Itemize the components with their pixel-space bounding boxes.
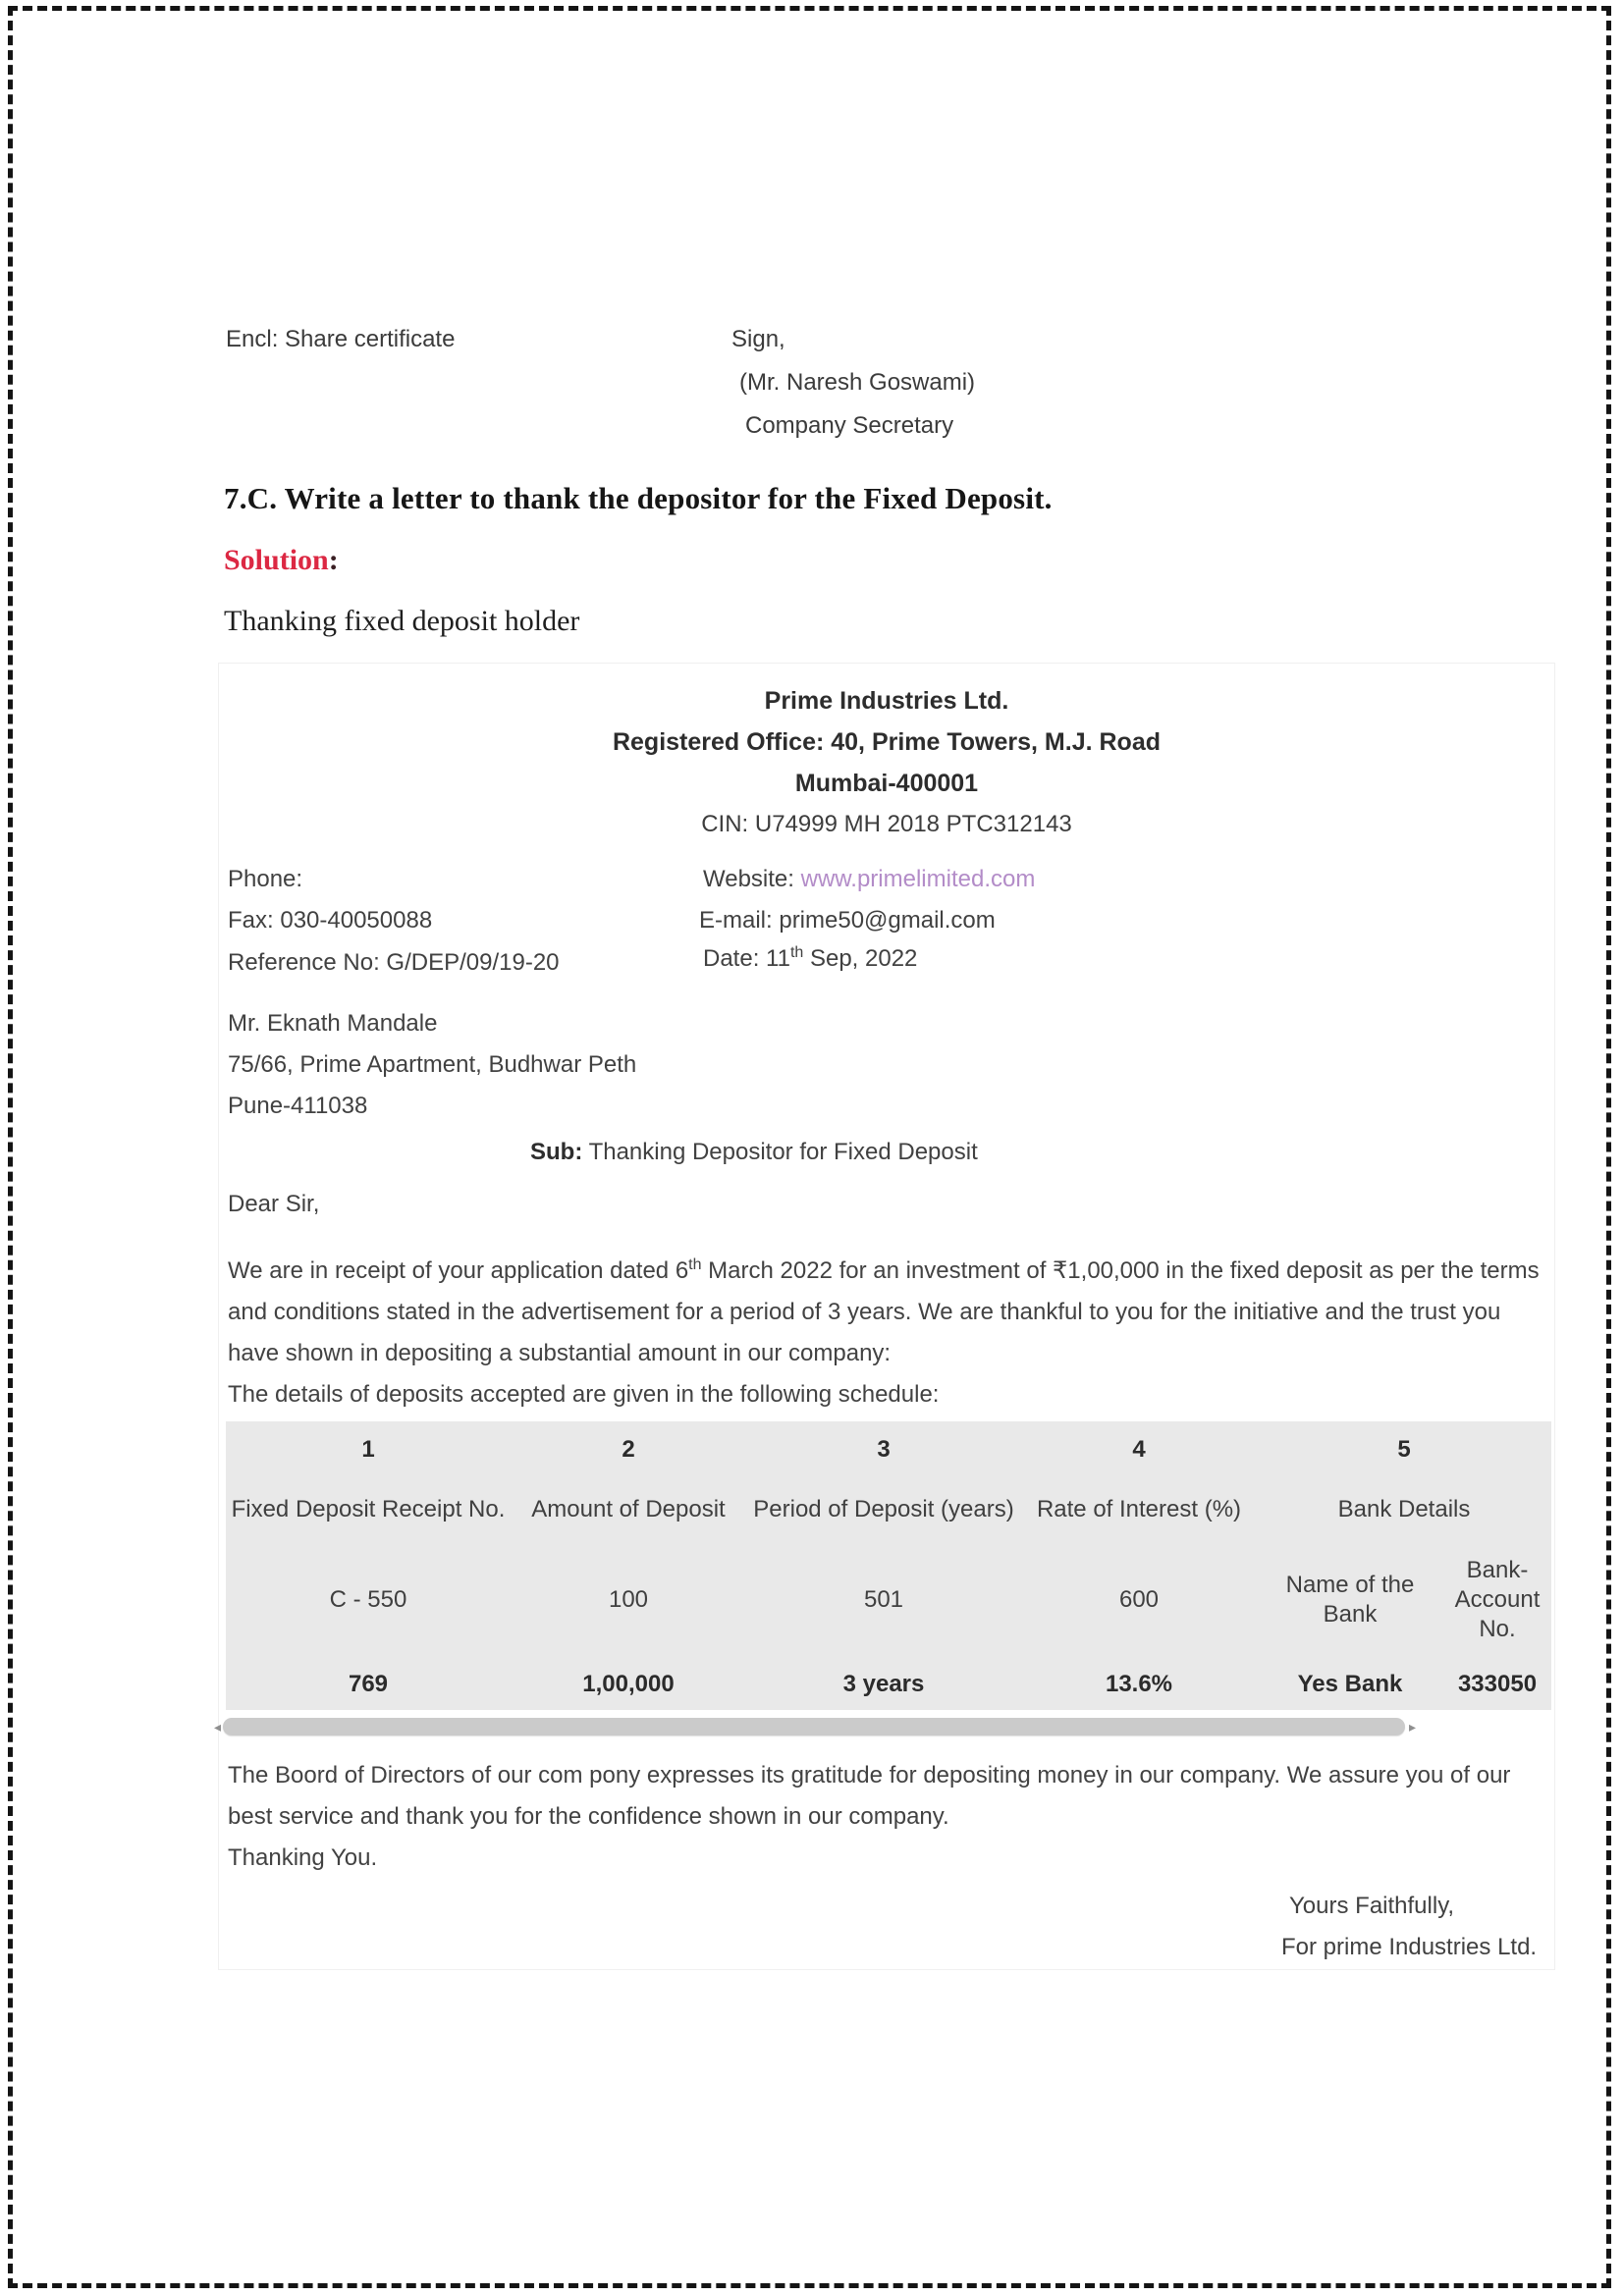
website-label: Website: bbox=[703, 866, 801, 892]
row2-rate: 13.6% bbox=[1105, 1671, 1173, 1697]
subject-line bbox=[530, 1139, 978, 1166]
scrollbar-thumb[interactable] bbox=[223, 1718, 1405, 1735]
col-number-2: 2 bbox=[622, 1435, 635, 1463]
company-city: Mumbai-400001 bbox=[794, 770, 979, 797]
body-ordinal-suffix: th bbox=[688, 1256, 702, 1273]
row1-receipt-no: C - 550 bbox=[329, 1586, 407, 1613]
subheader-bank-account: Bank- Account No. bbox=[1454, 1557, 1541, 1642]
col-number-3: 3 bbox=[877, 1435, 891, 1463]
signature-block bbox=[731, 326, 975, 440]
valediction: Yours Faithfully, bbox=[1289, 1893, 1455, 1919]
col-number-1: 1 bbox=[361, 1435, 375, 1463]
row2-account-no: 333050 bbox=[1457, 1671, 1538, 1697]
header-bank-details: Bank Details bbox=[1337, 1495, 1471, 1522]
row1-period: 501 bbox=[863, 1586, 904, 1613]
company-cin: CIN: U74999 MH 2018 PTC312143 bbox=[701, 811, 1072, 837]
scrollbar-left-arrow-icon[interactable]: ◂ bbox=[214, 1719, 222, 1735]
closing-block bbox=[228, 1755, 1555, 1879]
solution-word: Solution bbox=[224, 544, 329, 576]
solution-colon: : bbox=[328, 544, 339, 576]
subheader-bank-name: Name of the Bank bbox=[1285, 1572, 1415, 1628]
body-paragraph-2: The details of deposits accepted are given in the following schedule: bbox=[228, 1381, 940, 1408]
scrollbar-right-arrow-icon[interactable]: ▸ bbox=[1409, 1719, 1417, 1735]
registered-office: Registered Office: 40, Prime Towers, M.J. Road bbox=[612, 728, 1162, 756]
header-amount: Amount of Deposit bbox=[531, 1495, 726, 1522]
letter-body bbox=[228, 1245, 1555, 1415]
recipient-street: 75/66, Prime Apartment, Budhwar Peth bbox=[228, 1051, 637, 1078]
col-number-4: 4 bbox=[1132, 1435, 1146, 1463]
for-company-line: For prime Industries Ltd. bbox=[1281, 1934, 1538, 1960]
body-paragraph-1: We are in receipt of your application dated 6th March 2022 for an investment of ₹1,00,000 in the fixed deposit as per the terms and conditions stated in the advertisement for a period of 3 years. We are thankful to you for the initiative and the trust you have shown in depositing a substantial amount in our company: bbox=[228, 1256, 1540, 1366]
recipient-name: Mr. Eknath Mandale bbox=[228, 1010, 438, 1037]
date-ordinal-suffix: th bbox=[789, 944, 804, 961]
solution-intro: Thanking fixed deposit holder bbox=[224, 605, 580, 637]
recipient-city: Pune-411038 bbox=[228, 1093, 368, 1119]
thanking-line: Thanking You. bbox=[228, 1844, 378, 1871]
row1-amount: 100 bbox=[608, 1586, 649, 1613]
row1-rate: 600 bbox=[1118, 1586, 1160, 1613]
company-name: Prime Industries Ltd. bbox=[764, 687, 1009, 715]
subject-label: Sub: bbox=[530, 1139, 583, 1165]
salutation: Dear Sir, bbox=[228, 1191, 320, 1217]
enclosure-note: Encl: Share certificate bbox=[226, 326, 456, 352]
subject-text: Thanking Depositor for Fixed Deposit bbox=[582, 1139, 978, 1165]
solution-label bbox=[224, 544, 339, 577]
question-heading: 7.C. Write a letter to thank the depositor for the Fixed Deposit. bbox=[224, 481, 1053, 515]
header-period: Period of Deposit (years) bbox=[753, 1495, 1014, 1522]
fax-line: Fax: 030-40050088 bbox=[228, 907, 433, 934]
row2-bank-name: Yes Bank bbox=[1297, 1671, 1403, 1697]
row2-receipt-no: 769 bbox=[348, 1671, 389, 1697]
header-rate: Rate of Interest (%) bbox=[1036, 1495, 1242, 1522]
phone-line: Phone: bbox=[228, 866, 303, 892]
recipient-address bbox=[228, 1003, 636, 1127]
col-number-5: 5 bbox=[1397, 1435, 1411, 1463]
closing-paragraph: The Boord of Directors of our com pony expresses its gratitude for depositing money in our company. We assure you of our best service and thank you for the confidence shown in our company. bbox=[228, 1762, 1511, 1830]
date-line: Date: 11th Sep, 2022 bbox=[703, 944, 918, 972]
email-line: E-mail: prime50@gmail.com bbox=[699, 907, 996, 934]
row2-period: 3 years bbox=[842, 1671, 925, 1697]
row2-amount: 1,00,000 bbox=[582, 1671, 675, 1697]
website-link[interactable]: www.primelimited.com bbox=[800, 866, 1036, 892]
signatory-title: Company Secretary bbox=[745, 412, 954, 439]
website-line bbox=[703, 866, 1035, 893]
header-receipt-no: Fixed Deposit Receipt No. bbox=[231, 1495, 506, 1522]
signatory-name: (Mr. Naresh Goswami) bbox=[739, 369, 976, 396]
reference-line: Reference No: G/DEP/09/19-20 bbox=[228, 949, 560, 976]
deposit-schedule-table bbox=[226, 1421, 1551, 1710]
table-horizontal-scrollbar[interactable] bbox=[214, 1717, 1553, 1736]
sign-label: Sign, bbox=[731, 326, 785, 352]
